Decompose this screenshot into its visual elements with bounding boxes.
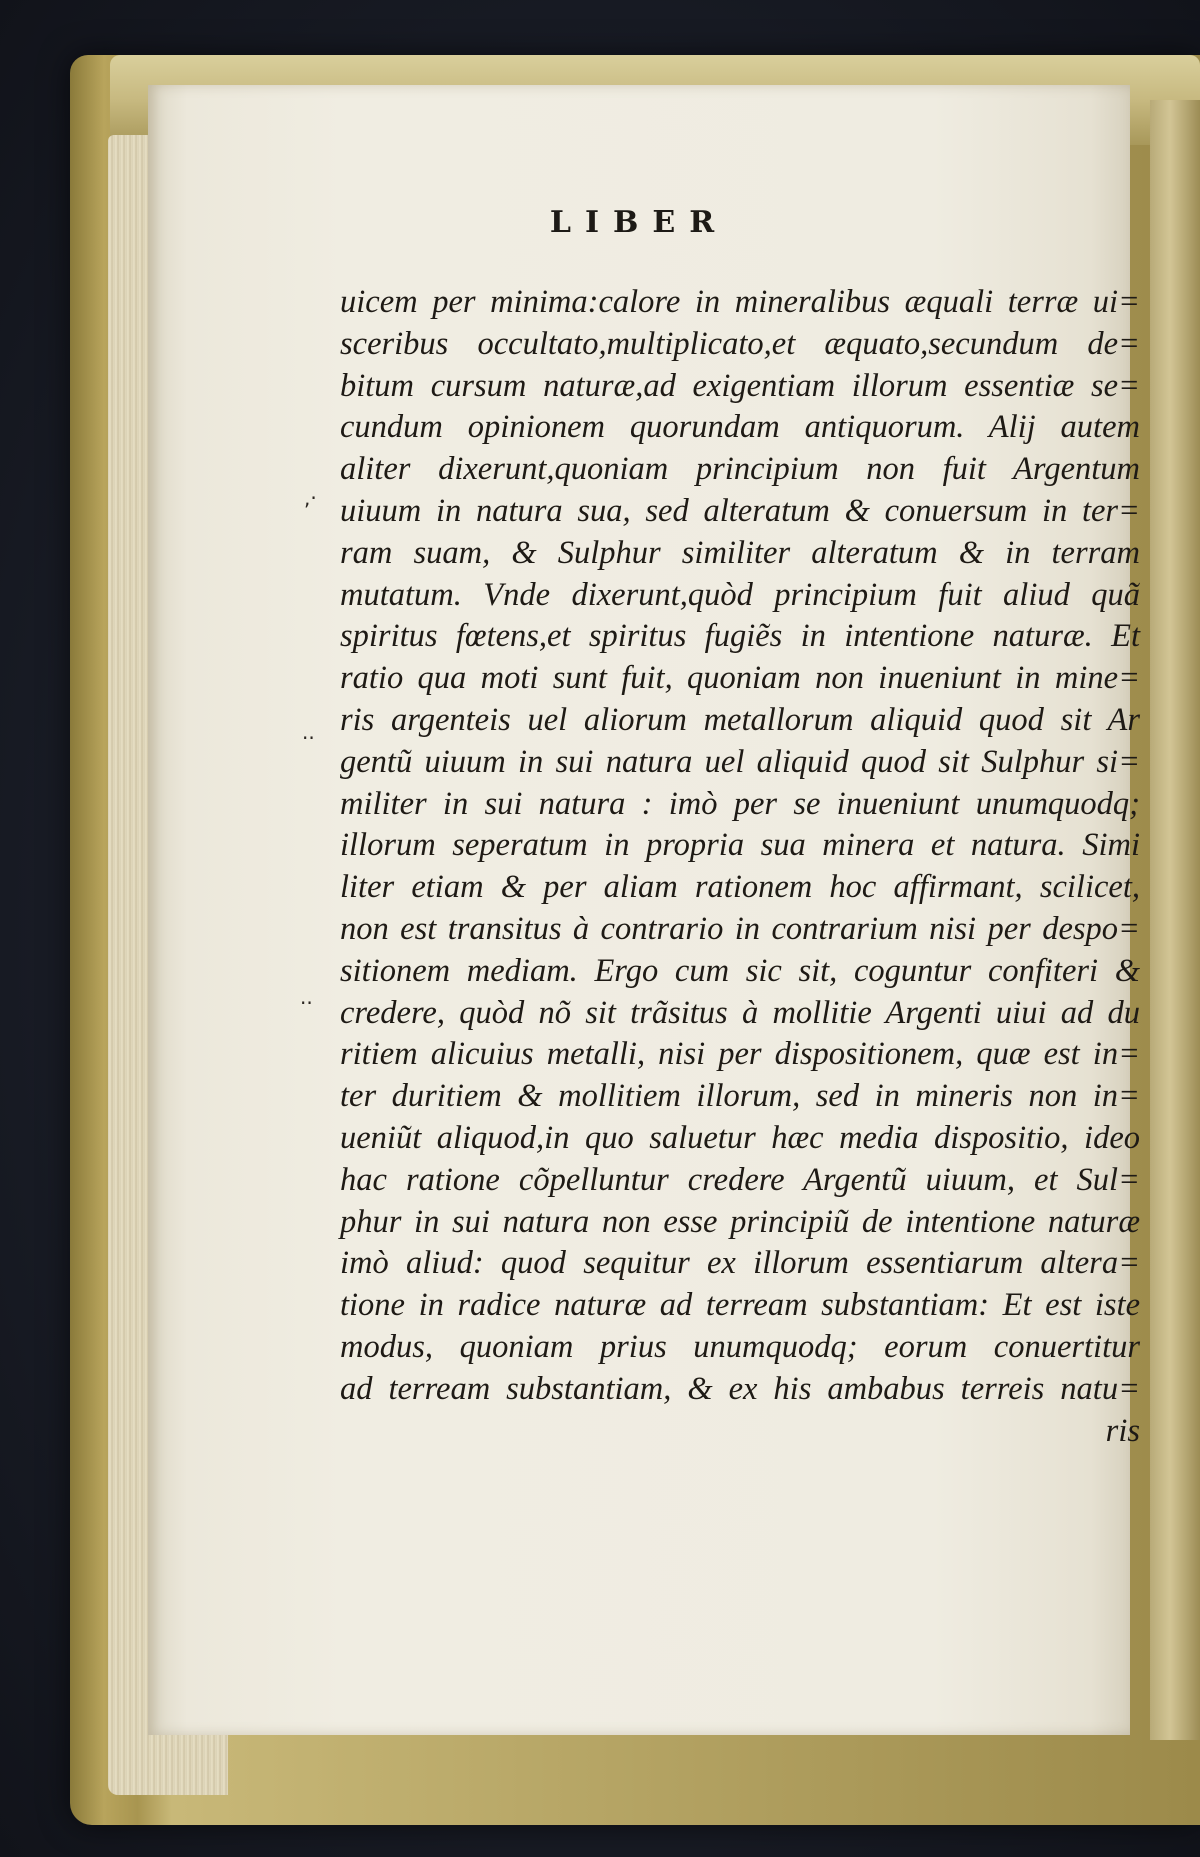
text-line: mutatum. Vnde dixerunt,quòd principium fuit aliud quã <box>340 576 1140 613</box>
margin-mark: .. <box>302 720 315 744</box>
text-line: imò aliud: quod sequitur ex illorum essentiarum altera= <box>340 1245 1140 1282</box>
text-line: militer in sui natura : imò per se inueniunt unumquodq; <box>340 785 1140 822</box>
text-line: ritiem alicuius metalli, nisi per dispositionem, quæ est in= <box>340 1036 1140 1073</box>
margin-mark: ,· <box>304 486 317 510</box>
text-line: ris <box>1105 1412 1140 1449</box>
text-line: illorum seperatum in propria sua minera et natura. Simi <box>340 827 1140 864</box>
text-line: aliter dixerunt,quoniam principium non fuit Argentum <box>340 451 1140 488</box>
text-line: ris argenteis uel aliorum metallorum aliquid quod sit Ar <box>340 701 1140 738</box>
text-line: spiritus fœtens,et spiritus fugiẽs in intentione naturæ. Et <box>340 618 1140 655</box>
body-text <box>340 282 1140 1452</box>
text-line: phur in sui natura non esse principiũ de intentione naturæ <box>340 1203 1140 1240</box>
text-line: ad terream substantiam, & ex his ambabus terreis natu= <box>340 1370 1140 1407</box>
text-line: bitum cursum naturæ,ad exigentiam illorum essentiæ se= <box>340 367 1140 404</box>
text-line: ueniũt aliquod,in quo saluetur hæc media dispositio, ideo <box>340 1119 1140 1156</box>
text-line: credere, quòd nõ sit trãsitus à mollitie Argenti uiui ad du <box>340 994 1140 1031</box>
text-line: uicem per minima:calore in mineralibus æquali terræ ui= <box>340 284 1140 320</box>
text-line: uiuum in natura sua, sed alteratum & conuersum in ter= <box>340 492 1140 529</box>
text-line: modus, quoniam prius unumquodq; eorum conuertitur <box>340 1328 1140 1365</box>
text-line: sceribus occultato,multiplicato,et æquato,secundum de= <box>340 325 1140 362</box>
text-line: ratio qua moti sunt fuit, quoniam non inueniunt in mine= <box>340 660 1140 697</box>
text-line: cundum opinionem quorundam antiquorum. Alij autem <box>340 409 1140 446</box>
text-line: ter duritiem & mollitiem illorum, sed in mineris non in= <box>340 1078 1140 1115</box>
text-line: sitionem mediam. Ergo cum sic sit, coguntur confiteri & <box>340 952 1140 989</box>
text-line: tione in radice naturæ ad terream substantiam: Et est iste <box>340 1287 1140 1324</box>
text-line: non est transitus à contrario in contrarium nisi per despo= <box>340 910 1140 947</box>
text-line: hac ratione cõpelluntur credere Argentũ uiuum, et Sul= <box>340 1161 1140 1198</box>
text-line: liter etiam & per aliam rationem hoc affirmant, scilicet, <box>340 869 1140 906</box>
text-line: ram suam, & Sulphur similiter alteratum & in terram <box>340 534 1140 571</box>
running-head: LIBER <box>549 205 729 240</box>
margin-mark: .. <box>300 985 313 1009</box>
text-line: gentũ uiuum in sui natura uel aliquid quod sit Sulphur si= <box>340 743 1140 780</box>
right-binding-edge <box>1150 100 1200 1740</box>
